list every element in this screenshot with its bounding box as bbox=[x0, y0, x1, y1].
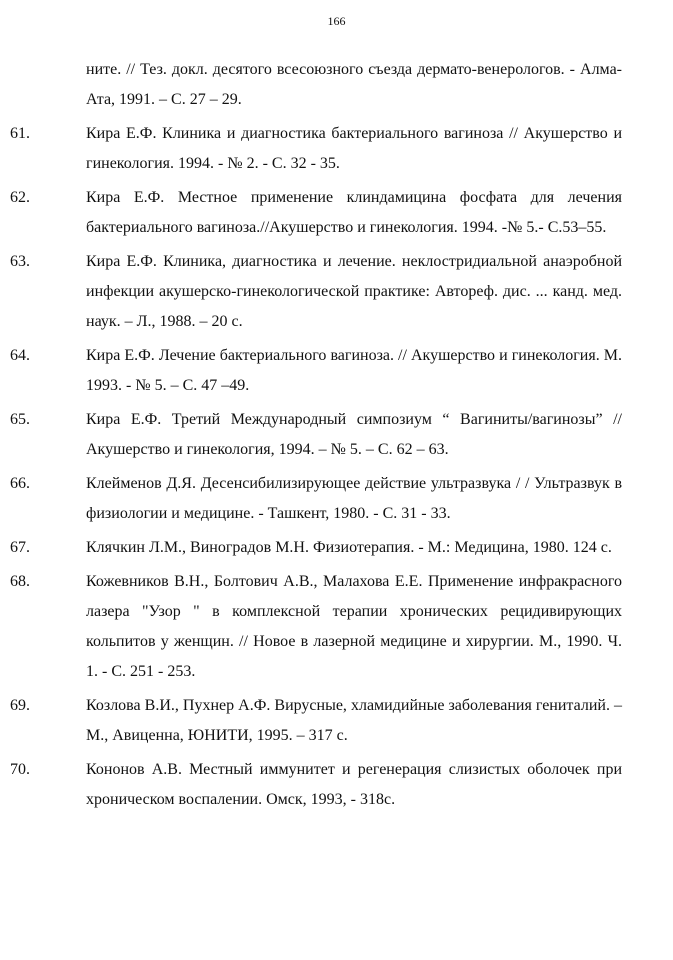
reference-item bbox=[10, 341, 622, 401]
reference-text: Кира Е.Ф. Клиника и диагностика бактериального вагиноза // Акушерство и гинекология. 1994. - № 2. - С. 32 - 35. bbox=[86, 125, 622, 172]
reference-item bbox=[10, 183, 622, 243]
reference-continuation bbox=[48, 55, 622, 115]
reference-number: 69. bbox=[10, 697, 30, 714]
reference-item bbox=[10, 691, 622, 751]
reference-number: 66. bbox=[10, 475, 30, 492]
page-number: 166 bbox=[327, 14, 346, 28]
reference-text: Кира Е.Ф. Третий Международный симпозиум “ Вагиниты/вагинозы” //Акушерство и гинекология, 1994. – № 5. – С. 62 – 63. bbox=[86, 411, 622, 458]
reference-text: Козлова В.И., Пухнер А.Ф. Вирусные, хламидийные заболевания гениталий. – М., Авиценна, ЮНИТИ, 1995. – 317 с. bbox=[86, 697, 622, 744]
reference-number: 62. bbox=[10, 189, 30, 206]
reference-text: Кира Е.Ф. Клиника, диагностика и лечение. неклостридиальной анаэробной инфекции акушерско-гинекологической практике: Автореф. дис. ... канд. мед. наук. – Л., 1988. – 20 с. bbox=[86, 253, 622, 330]
reference-number: 63. bbox=[10, 253, 30, 270]
reference-number: 64. bbox=[10, 347, 30, 364]
reference-number: 67. bbox=[10, 539, 30, 556]
reference-number: 65. bbox=[10, 411, 30, 428]
reference-number: 61. bbox=[10, 125, 30, 142]
reference-text: Кононов А.В. Местный иммунитет и регенерация слизистых оболочек при хроническом воспалении. Омск, 1993, - 318с. bbox=[86, 761, 622, 808]
reference-text: ните. // Тез. докл. десятого всесоюзного съезда дермато-венерологов. - Алма-Ата, 1991. – С. 27 – 29. bbox=[86, 61, 622, 108]
reference-item bbox=[10, 755, 622, 815]
reference-number: 70. bbox=[10, 761, 30, 778]
reference-number: 68. bbox=[10, 573, 30, 590]
reference-text: Клячкин Л.М., Виноградов М.Н. Физиотерапия. - М.: Медицина, 1980. 124 с. bbox=[86, 539, 612, 556]
reference-text: Клейменов Д.Я. Десенсибилизирующее действие ультразвука / / Ультразвук в физиологии и медицине. - Ташкент, 1980. - С. 31 - 33. bbox=[86, 475, 622, 522]
reference-text: Кира Е.Ф. Местное применение клиндамицина фосфата для лечения бактериального вагиноза.//Акушерство и гинекология. 1994. -№ 5.- С.53–55. bbox=[86, 189, 622, 236]
reference-list bbox=[10, 55, 622, 815]
reference-item bbox=[10, 533, 622, 563]
reference-item bbox=[10, 567, 622, 687]
reference-text: Кира Е.Ф. Лечение бактериального вагиноза. // Акушерство и гинекология. М. 1993. - № 5. – С. 47 –49. bbox=[86, 347, 622, 394]
reference-item bbox=[10, 247, 622, 337]
reference-item bbox=[10, 119, 622, 179]
reference-text: Кожевников В.Н., Болтович А.В., Малахова Е.Е. Применение инфракрасного лазера "Узор " в комплексной терапии хронических рецидивирующих кольпитов у женщин. // Новое в лазерной медицине и хирургии. М., 1990. Ч. 1. - С. 251 - 253. bbox=[86, 573, 622, 680]
reference-item bbox=[10, 405, 622, 465]
reference-item bbox=[10, 469, 622, 529]
